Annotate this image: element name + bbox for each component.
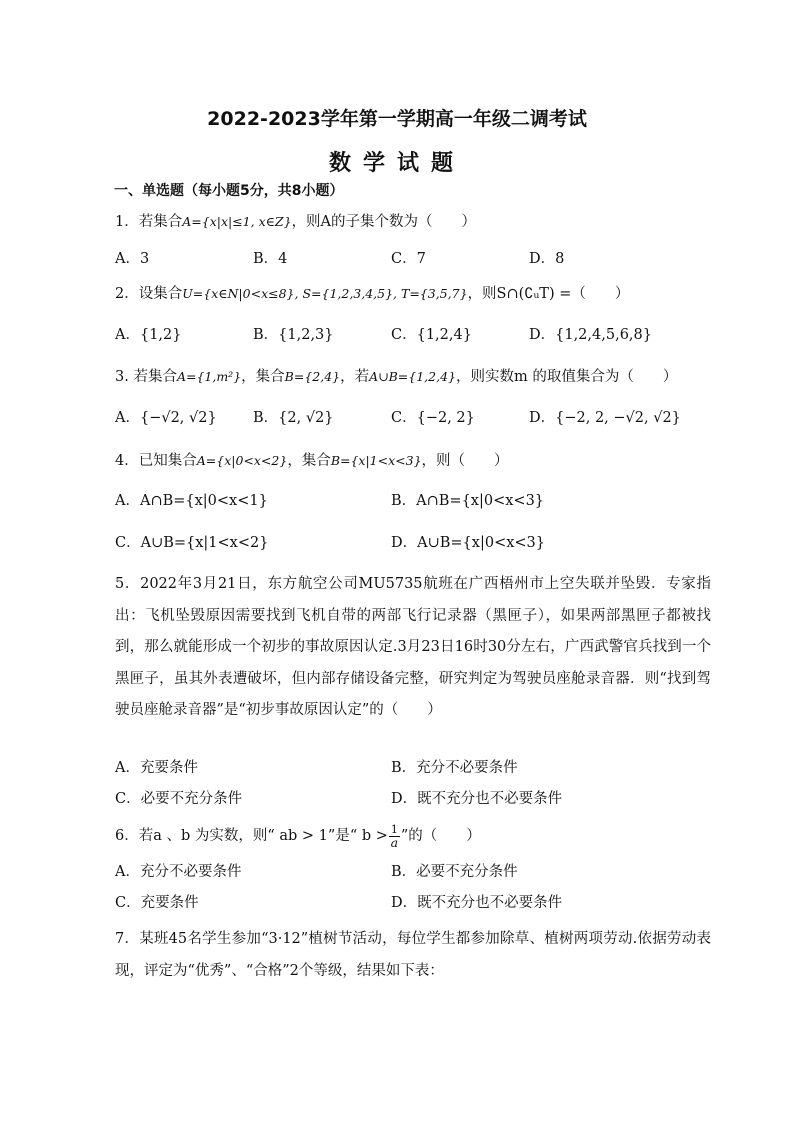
q2-option-d: D．{1,2,4,5,6,8} [529, 327, 652, 343]
q1-option-d: D．8 [529, 251, 565, 267]
q4-option-a: A．A∩B={x|0<x<1} [115, 493, 268, 509]
question-7: 7．某班45名学生参加“3·12”植树节活动，每位学生都参加除草、植树两项劳动.依据劳动表现，评定为“优秀”、“合格”2个等级，结果如下表： [115, 931, 711, 979]
q4-option-b: B．A∩B={x|0<x<3} [391, 493, 545, 509]
q2-option-a: A．{1,2} [115, 327, 182, 343]
question-4: 4．已知集合A={x|0<x<2}，集合B={x|1<x<3}，则（ ） [115, 453, 509, 469]
subject-title: 数学试题 [328, 151, 465, 176]
question-5: 5．2022年3月21日，东方航空公司MU5735航班在广西梧州市上空失联并坠毁．专家指出：飞机坠毁原因需要找到飞机自带的两部飞行记录器（黑匣子），如果两部黑匣子都被找到，那么就能形成一个初步的事故原因认定.3月23日16时30分左右，广西武警官兵找到一个黑匣子，虽其外表遭破坏，但内部存储设备完整，研究判定为驾驶员座舱录音器．则“找到驾驶员座舱录音器”是“初步事故原因认定”的（ ） [115, 576, 711, 718]
q6-option-a: A．充分不必要条件 [115, 864, 242, 880]
q6-option-d: D．既不充分也不必要条件 [391, 895, 563, 911]
q3-option-d: D．{−2, 2, −√2, √2} [529, 410, 681, 426]
q5-option-c: C．必要不充分条件 [115, 791, 243, 807]
question-3: 3. 若集合A={1,m²}，集合B={2,4}，若A∪B={1,2,4}，则实数m 的取值集合为（ ） [115, 369, 678, 385]
q1-option-a: A．3 [115, 251, 150, 267]
q6-option-c: C．充要条件 [115, 895, 199, 911]
q3-option-a: A．{−√2, √2} [115, 410, 217, 426]
q3-option-c: C．{−2, 2} [391, 410, 475, 426]
question-6: 6．若a 、b 为实数，则“ ab > 1”是“ b > $\frac{1}{a}$ ”的（ ） [115, 822, 481, 850]
section-heading: 一、单选题（每小题5分，共8小题） [114, 183, 344, 199]
q4-option-c: C．A∪B={x|1<x<2} [115, 535, 269, 551]
q4-option-d: D．A∪B={x|0<x<3} [391, 535, 545, 551]
q6-fraction: $\frac{1}{a}$ [390, 822, 399, 850]
q6-option-b: B．必要不充分条件 [391, 864, 518, 880]
q3-option-b: B．{2, √2} [253, 410, 334, 426]
q2-set-expression: U={x∈N|0<x≤8}, S={1,2,3,4,5}, T={3,5,7} [182, 286, 468, 301]
q2-option-c: C．{1,2,4} [391, 327, 472, 343]
q2-option-b: B．{1,2,3} [253, 327, 334, 343]
question-1: 1．若集合A={x|x|≤1, x∈Z}，则A的子集个数为（ ） [115, 214, 477, 230]
exam-title: 2022-2023学年第一学期高一年级二调考试 [207, 108, 587, 130]
question-2: 2．设集合U={x∈N|0<x≤8}, S={1,2,3,4,5}, T={3,5,7}，则S∩(∁ᵤT) =（ ） [115, 286, 630, 302]
q5-option-d: D．既不充分也不必要条件 [391, 791, 563, 807]
q1-set-expression: A={x|x|≤1, x∈Z} [182, 214, 292, 229]
q5-option-a: A．充要条件 [115, 760, 198, 776]
q5-option-b: B．充分不必要条件 [391, 760, 518, 776]
q1-option-b: B．4 [253, 251, 288, 267]
q1-option-c: C．7 [391, 251, 426, 267]
